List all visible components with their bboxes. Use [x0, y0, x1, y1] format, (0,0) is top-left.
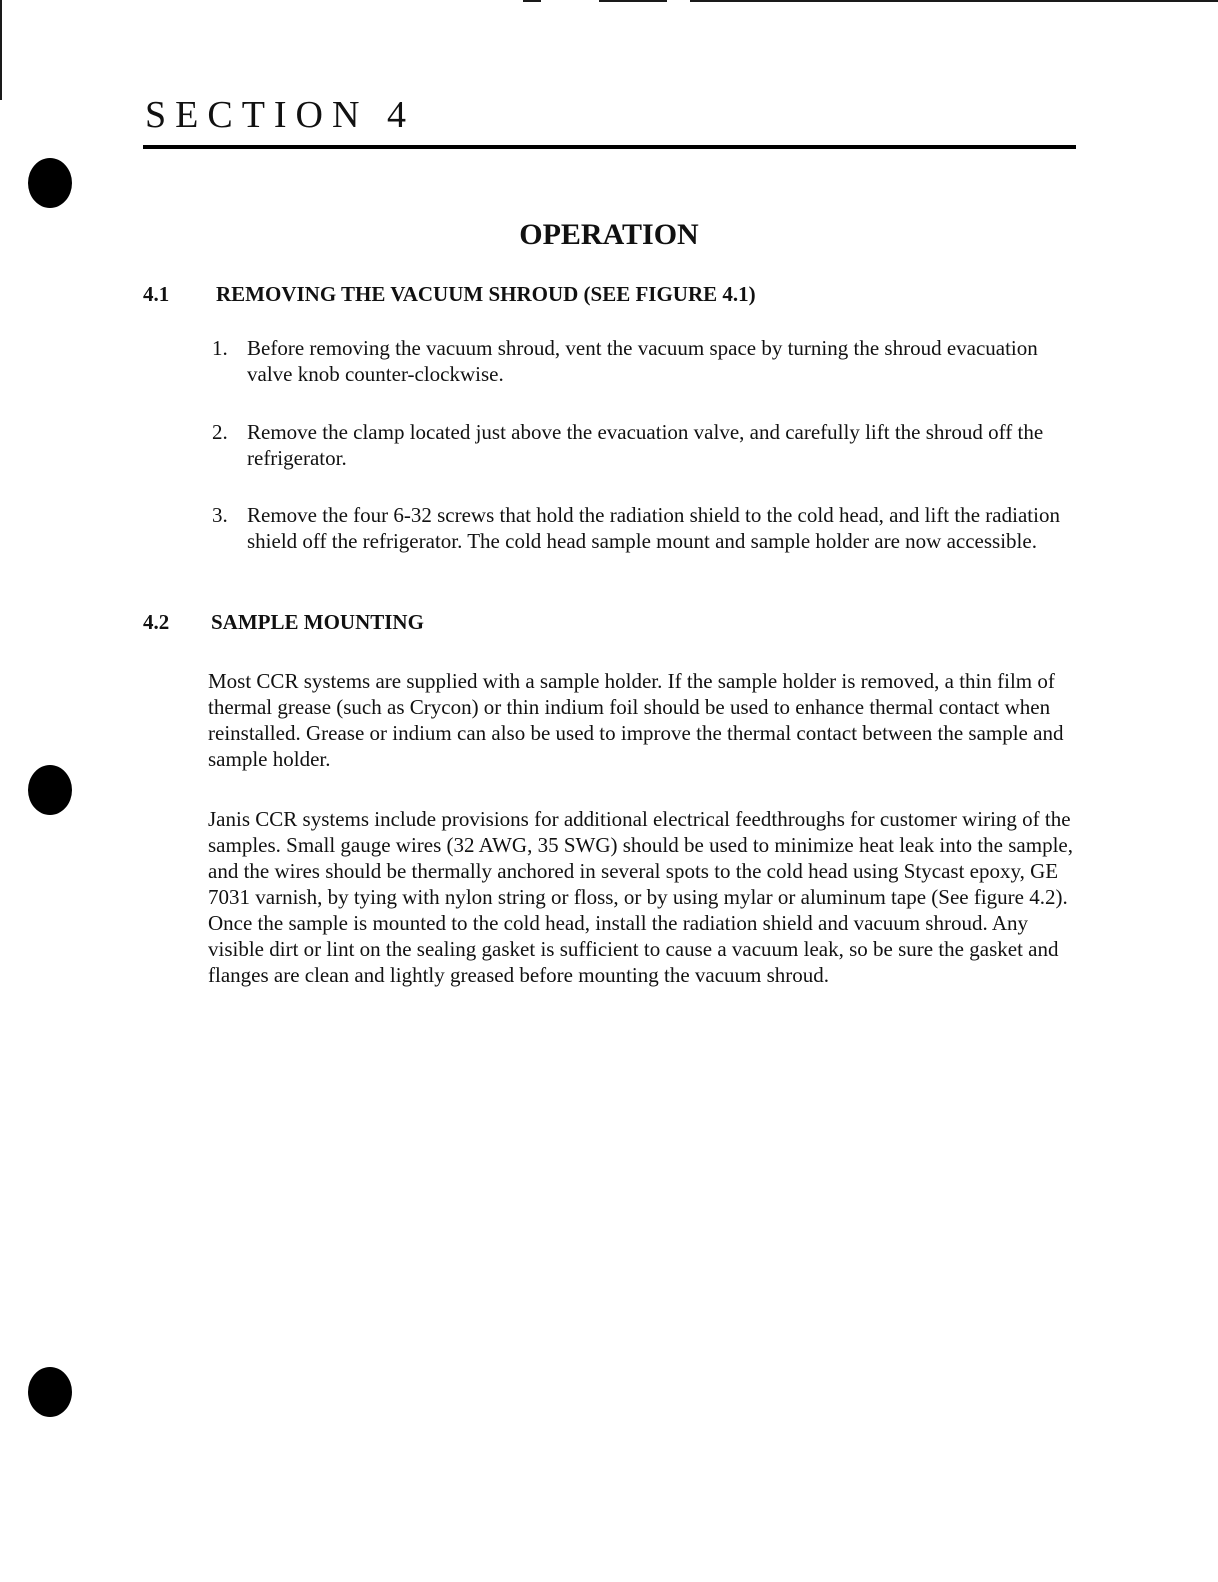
step-item: [212, 419, 1072, 471]
page-heading: [0, 220, 1218, 250]
scan-edge-line: [0, 0, 2, 100]
step-text: Remove the clamp located just above the evacuation valve, and carefully lift the shroud off the refrigerator.: [247, 420, 1044, 470]
step-number: 3.: [212, 503, 228, 527]
subsection-title: REMOVING THE VACUUM SHROUD (SEE FIGURE 4.1): [216, 282, 756, 306]
subsection-number: 4.1: [143, 282, 170, 306]
page-heading-text: OPERATION: [519, 218, 699, 251]
body-paragraph: Janis CCR systems include provisions for additional electrical feedthroughs for customer wiring of the samples. Small gauge wires (32 AWG, 35 SWG) should be used to minimize heat leak into the sample, and the wires should be thermally anchored in several spots to the cold head using Stycast epoxy, GE 7031 varnish, by tying with nylon string or floss, or by using mylar or aluminum tape (See figure 4.2). Once the sample is mounted to the cold head, install the radiation shield and vacuum shroud. Any visible dirt or lint on the sealing gasket is sufficient to cause a vacuum leak, so be sure the gasket and flanges are clean and lightly greased before mounting the vacuum shroud.: [208, 807, 1073, 987]
subsection-title: SAMPLE MOUNTING: [211, 610, 424, 634]
punch-hole-top: [28, 158, 72, 208]
subsection-number: 4.2: [143, 610, 170, 634]
body-paragraph: Most CCR systems are supplied with a sample holder. If the sample holder is removed, a thin film of thermal grease (such as Crycon) or thin indium foil should be used to enhance thermal contact when reinstalled. Grease or indium can also be used to improve the thermal contact between the sample and sample holder.: [208, 669, 1064, 771]
scan-top-mark: [523, 0, 541, 2]
step-number: 2.: [212, 420, 228, 444]
punch-hole-bottom: [28, 1367, 72, 1417]
punch-hole-middle: [28, 765, 72, 815]
scan-top-mark: [599, 0, 667, 2]
section-title: SECTION 4: [145, 94, 415, 136]
step-text: Before removing the vacuum shroud, vent the vacuum space by turning the shroud evacuation valve knob counter-clockwise.: [247, 336, 1038, 386]
step-number: 1.: [212, 336, 228, 360]
step-item: [212, 502, 1072, 554]
section-divider: [143, 145, 1076, 149]
step-text: Remove the four 6-32 screws that hold the radiation shield to the cold head, and lift the radiation shield off the refrigerator. The cold head sample mount and sample holder are now accessible.: [247, 503, 1060, 553]
scan-top-mark: [690, 0, 1218, 2]
step-item: [212, 335, 1072, 387]
